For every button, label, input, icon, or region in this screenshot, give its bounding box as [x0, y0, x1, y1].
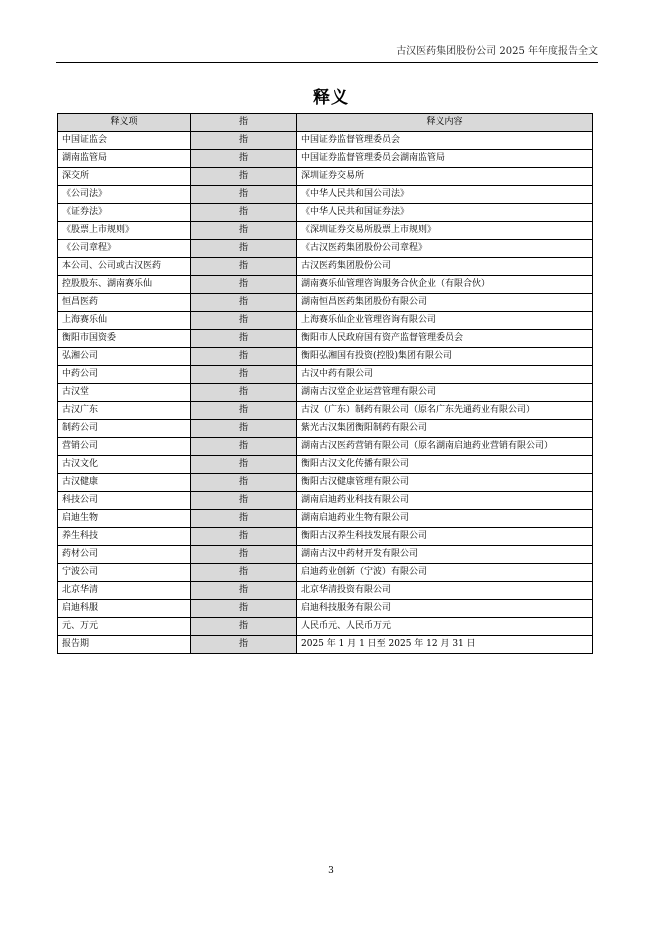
- ref-cell: 指: [191, 186, 297, 204]
- term-cell: 宁波公司: [58, 564, 191, 582]
- term-cell: 控股股东、湖南赛乐仙: [58, 276, 191, 294]
- term-cell: 衡阳市国资委: [58, 330, 191, 348]
- meaning-cell: 湖南古汉医药营销有限公司（原名湖南启迪药业营销有限公司）: [297, 438, 593, 456]
- ref-cell: 指: [191, 204, 297, 222]
- term-cell: 本公司、公司或古汉医药: [58, 258, 191, 276]
- term-cell: 养生科技: [58, 528, 191, 546]
- ref-cell: 指: [191, 456, 297, 474]
- ref-cell: 指: [191, 492, 297, 510]
- table-row: [58, 492, 593, 510]
- meaning-cell: 湖南启迪药业生物有限公司: [297, 510, 593, 528]
- ref-cell: 指: [191, 528, 297, 546]
- definitions-table: [57, 113, 593, 654]
- meaning-cell: 湖南古汉堂企业运营管理有限公司: [297, 384, 593, 402]
- table-header-row: [58, 114, 593, 132]
- term-cell: 《公司章程》: [58, 240, 191, 258]
- term-cell: 制药公司: [58, 420, 191, 438]
- term-cell: 上海赛乐仙: [58, 312, 191, 330]
- term-cell: 古汉健康: [58, 474, 191, 492]
- ref-cell: 指: [191, 276, 297, 294]
- ref-cell: 指: [191, 258, 297, 276]
- header-term: 释义项: [58, 114, 191, 132]
- meaning-cell: 人民币元、人民币万元: [297, 618, 593, 636]
- ref-cell: 指: [191, 636, 297, 654]
- term-cell: 古汉广东: [58, 402, 191, 420]
- page-number: 3: [328, 866, 334, 876]
- table-row: [58, 564, 593, 582]
- ref-cell: 指: [191, 240, 297, 258]
- page-title: 释义: [313, 88, 349, 108]
- meaning-cell: 北京华清投资有限公司: [297, 582, 593, 600]
- table-row: [58, 600, 593, 618]
- meaning-cell: 启迪药业创新（宁波）有限公司: [297, 564, 593, 582]
- term-cell: 恒昌医药: [58, 294, 191, 312]
- meaning-cell: 湖南古汉中药材开发有限公司: [297, 546, 593, 564]
- table-row: [58, 510, 593, 528]
- meaning-cell: 中国证券监督管理委员会湖南监管局: [297, 150, 593, 168]
- table-row: [58, 384, 593, 402]
- header-meaning: 释义内容: [297, 114, 593, 132]
- ref-cell: 指: [191, 330, 297, 348]
- table-row: [58, 204, 593, 222]
- meaning-cell: 《中华人民共和国公司法》: [297, 186, 593, 204]
- ref-cell: 指: [191, 222, 297, 240]
- table-row: [58, 636, 593, 654]
- term-cell: 古汉文化: [58, 456, 191, 474]
- term-cell: 报告期: [58, 636, 191, 654]
- table-row: [58, 546, 593, 564]
- term-cell: 药材公司: [58, 546, 191, 564]
- ref-cell: 指: [191, 582, 297, 600]
- meaning-cell: 启迪科技服务有限公司: [297, 600, 593, 618]
- meaning-cell: 衡阳市人民政府国有资产监督管理委员会: [297, 330, 593, 348]
- table-row: [58, 528, 593, 546]
- table-row: [58, 240, 593, 258]
- table-row: [58, 438, 593, 456]
- term-cell: 启迪生物: [58, 510, 191, 528]
- term-cell: 古汉堂: [58, 384, 191, 402]
- term-cell: 元、万元: [58, 618, 191, 636]
- ref-cell: 指: [191, 510, 297, 528]
- ref-cell: 指: [191, 564, 297, 582]
- table-row: [58, 168, 593, 186]
- meaning-cell: 2025 年 1 月 1 日至 2025 年 12 月 31 日: [297, 636, 593, 654]
- table-row: [58, 348, 593, 366]
- meaning-cell: 湖南启迪药业科技有限公司: [297, 492, 593, 510]
- meaning-cell: 紫光古汉集团衡阳制药有限公司: [297, 420, 593, 438]
- ref-cell: 指: [191, 348, 297, 366]
- ref-cell: 指: [191, 132, 297, 150]
- term-cell: 《股票上市规则》: [58, 222, 191, 240]
- table-row: [58, 132, 593, 150]
- ref-cell: 指: [191, 150, 297, 168]
- ref-cell: 指: [191, 600, 297, 618]
- table-row: [58, 474, 593, 492]
- meaning-cell: 古汉中药有限公司: [297, 366, 593, 384]
- header-ref: 指: [191, 114, 297, 132]
- meaning-cell: 湖南恒昌医药集团股份有限公司: [297, 294, 593, 312]
- meaning-cell: 衡阳古汉健康管理有限公司: [297, 474, 593, 492]
- meaning-cell: 衡阳古汉文化传播有限公司: [297, 456, 593, 474]
- meaning-cell: 古汉（广东）制药有限公司（原名广东先通药业有限公司）: [297, 402, 593, 420]
- ref-cell: 指: [191, 474, 297, 492]
- ref-cell: 指: [191, 546, 297, 564]
- ref-cell: 指: [191, 366, 297, 384]
- ref-cell: 指: [191, 402, 297, 420]
- term-cell: 启迪科服: [58, 600, 191, 618]
- ref-cell: 指: [191, 168, 297, 186]
- table-row: [58, 150, 593, 168]
- table-row: [58, 618, 593, 636]
- table-row: [58, 312, 593, 330]
- ref-cell: 指: [191, 384, 297, 402]
- table-row: [58, 402, 593, 420]
- table-row: [58, 330, 593, 348]
- meaning-cell: 古汉医药集团股份公司: [297, 258, 593, 276]
- term-cell: 营销公司: [58, 438, 191, 456]
- ref-cell: 指: [191, 420, 297, 438]
- term-cell: 深交所: [58, 168, 191, 186]
- table-row: [58, 582, 593, 600]
- table-row: [58, 186, 593, 204]
- table-row: [58, 456, 593, 474]
- term-cell: 北京华清: [58, 582, 191, 600]
- meaning-cell: 湖南赛乐仙管理咨询服务合伙企业（有限合伙）: [297, 276, 593, 294]
- ref-cell: 指: [191, 312, 297, 330]
- page-header: 古汉医药集团股份公司 2025 年年度报告全文: [396, 46, 598, 57]
- table-row: [58, 276, 593, 294]
- term-cell: 湖南监管局: [58, 150, 191, 168]
- table-row: [58, 258, 593, 276]
- meaning-cell: 《中华人民共和国证券法》: [297, 204, 593, 222]
- meaning-cell: 衡阳古汉养生科技发展有限公司: [297, 528, 593, 546]
- header-rule: [56, 62, 598, 63]
- term-cell: 中药公司: [58, 366, 191, 384]
- table-row: [58, 366, 593, 384]
- meaning-cell: 《古汉医药集团股份公司章程》: [297, 240, 593, 258]
- term-cell: 《证券法》: [58, 204, 191, 222]
- table-row: [58, 222, 593, 240]
- ref-cell: 指: [191, 618, 297, 636]
- term-cell: 科技公司: [58, 492, 191, 510]
- ref-cell: 指: [191, 294, 297, 312]
- table-body: [58, 132, 593, 654]
- table-row: [58, 294, 593, 312]
- term-cell: 《公司法》: [58, 186, 191, 204]
- meaning-cell: 深圳证券交易所: [297, 168, 593, 186]
- term-cell: 中国证监会: [58, 132, 191, 150]
- meaning-cell: 衡阳弘湘国有投资(控股)集团有限公司: [297, 348, 593, 366]
- table-row: [58, 420, 593, 438]
- meaning-cell: 上海赛乐仙企业管理咨询有限公司: [297, 312, 593, 330]
- ref-cell: 指: [191, 438, 297, 456]
- meaning-cell: 中国证券监督管理委员会: [297, 132, 593, 150]
- term-cell: 弘湘公司: [58, 348, 191, 366]
- meaning-cell: 《深圳证券交易所股票上市规则》: [297, 222, 593, 240]
